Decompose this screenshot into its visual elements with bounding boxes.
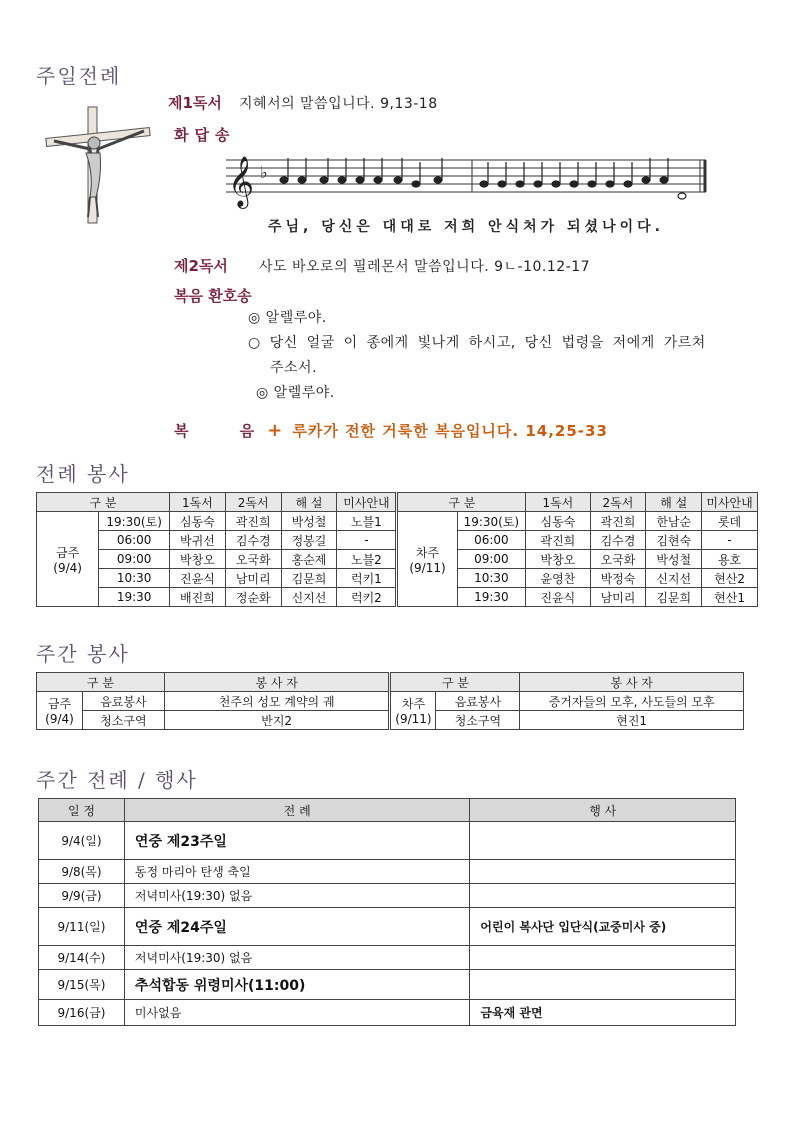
week-date: (9/4) (45, 712, 74, 726)
crucifix-icon (44, 105, 154, 225)
cell: 음료봉사 (436, 692, 520, 711)
date-cell: 9/11(일) (39, 908, 125, 946)
cell: 박성철 (646, 550, 702, 569)
reading2-text: 사도 바오로의 필레몬서 말씀입니다. 9ㄴ-10.12-17 (259, 259, 591, 275)
header-cell: 1독서 (170, 493, 226, 512)
reading1-text: 지혜서의 말씀입니다. 9,13-18 (239, 96, 438, 112)
cell: 남미리 (590, 588, 646, 607)
week-cell-left (37, 692, 83, 730)
cell: 박성철 (281, 512, 337, 531)
liturgy-cell: 연중 제23주일 (124, 822, 469, 860)
week-date: (9/11) (395, 712, 432, 726)
week-date: (9/11) (409, 560, 446, 575)
cell: 신지선 (646, 569, 702, 588)
cell: 음료봉사 (82, 692, 164, 711)
cell: 신지선 (281, 588, 337, 607)
cell: 06:00 (457, 531, 526, 550)
table-row (39, 970, 736, 1000)
cell: 반지2 (164, 711, 390, 730)
header-cell: 1독서 (526, 493, 590, 512)
cell: 한남순 (646, 512, 702, 531)
event-cell (470, 884, 736, 908)
date-cell: 9/15(목) (39, 970, 125, 1000)
cell: 롯데 (702, 512, 758, 531)
acclamation-line3: ◎ 알렐루야. (256, 385, 335, 401)
week-cell-right (397, 512, 457, 607)
cell: 06:00 (99, 531, 170, 550)
cell: 김현숙 (646, 531, 702, 550)
header-cell: 행 사 (470, 799, 736, 822)
week-label: 금주 (47, 697, 72, 711)
event-cell (470, 822, 736, 860)
table-row (39, 946, 736, 970)
table-row (39, 908, 736, 946)
cell: 현산2 (702, 569, 758, 588)
cell: 19:30(토) (457, 512, 526, 531)
cell: 진윤식 (170, 569, 226, 588)
event-cell (470, 860, 736, 884)
psalm-lyrics: 주님, 당신은 대대로 저희 안식처가 되셨나이다. (268, 219, 664, 235)
week-date: (9/4) (53, 560, 82, 575)
cell: 박귀선 (170, 531, 226, 550)
cell: 증거자들의 모후, 사도들의 모후 (520, 692, 744, 711)
cell: 19:30 (457, 588, 526, 607)
liturgy-cell: 저녁미사(19:30) 없음 (124, 946, 469, 970)
cell: 19:30 (99, 588, 170, 607)
gospel-text: 루카가 전한 거룩한 복음입니다. 14,25-33 (292, 422, 608, 440)
week-cell-right (390, 692, 436, 730)
table-row (39, 1000, 736, 1026)
liturgy-cell: 미사없음 (124, 1000, 469, 1026)
cell: 박창오 (170, 550, 226, 569)
cell: 노블1 (337, 512, 397, 531)
table-row (39, 860, 736, 884)
reading2-label: 제2독서 (174, 257, 228, 275)
week-label: 차주 (415, 545, 440, 560)
acclamation-line2: ○ 당신 얼굴 이 종에게 빛나게 하시고, 당신 법령을 저에게 가르쳐 (248, 335, 706, 351)
cell: - (337, 531, 397, 550)
svg-text:♭: ♭ (260, 163, 268, 182)
section-title-schedule: 주간 전례 / 행사 (36, 768, 198, 792)
acclamation-line1: ◎ 알렐루야. (248, 310, 327, 326)
weekly-table (36, 672, 744, 730)
cell: 진윤식 (526, 588, 590, 607)
week-cell-left (37, 512, 99, 607)
cell: 오국화 (225, 550, 281, 569)
cell: 홍순제 (281, 550, 337, 569)
cell: 청소구역 (82, 711, 164, 730)
schedule-header-row (39, 799, 736, 822)
liturgy-cell: 추석합동 위령미사(11:00) (124, 970, 469, 1000)
cell: 남미리 (225, 569, 281, 588)
weekly-header-row (37, 673, 744, 692)
cell: 10:30 (99, 569, 170, 588)
cell: 박정숙 (590, 569, 646, 588)
week-label: 금주 (56, 545, 80, 560)
header-cell: 구 분 (37, 493, 170, 512)
event-cell: 어린이 복사단 입단식(교중미사 중) (470, 908, 736, 946)
header-cell: 봉 사 자 (520, 673, 744, 692)
header-cell: 2독서 (590, 493, 646, 512)
header-cell: 해 설 (281, 493, 337, 512)
cell: 청소구역 (436, 711, 520, 730)
cell: 09:00 (457, 550, 526, 569)
cell: 심동숙 (526, 512, 590, 531)
cell: 현산1 (702, 588, 758, 607)
gospel-label2: 음 (239, 422, 255, 440)
cell: - (702, 531, 758, 550)
cell: 김수경 (590, 531, 646, 550)
header-cell: 미사안내 (702, 493, 758, 512)
cell: 오국화 (590, 550, 646, 569)
service-table (36, 492, 758, 607)
liturgy-cell: 저녁미사(19:30) 없음 (124, 884, 469, 908)
cell: 정순화 (225, 588, 281, 607)
section-title-weekly: 주간 봉사 (36, 642, 130, 666)
cell: 곽진희 (590, 512, 646, 531)
cell: 현진1 (520, 711, 744, 730)
section-title-liturgy: 주일전례 (36, 64, 122, 88)
event-cell: 금육재 관면 (470, 1000, 736, 1026)
acclamation-label: 복음 환호송 (174, 287, 252, 305)
cell: 윤영찬 (526, 569, 590, 588)
cell: 김문희 (281, 569, 337, 588)
cell: 정봉길 (281, 531, 337, 550)
date-cell: 9/8(목) (39, 860, 125, 884)
header-cell: 미사안내 (337, 493, 397, 512)
cell: 박창오 (526, 550, 590, 569)
gospel-label1: 복 (174, 422, 189, 440)
event-cell (470, 946, 736, 970)
reading1-label: 제1독서 (168, 94, 222, 112)
schedule-table (38, 798, 736, 1026)
acclamation-line2b: 주소서. (270, 360, 318, 376)
cell: 곽진희 (526, 531, 590, 550)
header-cell: 2독서 (225, 493, 281, 512)
header-cell: 구 분 (390, 673, 520, 692)
cell: 용호 (702, 550, 758, 569)
header-cell: 해 설 (646, 493, 702, 512)
svg-text:𝄞: 𝄞 (228, 156, 255, 207)
date-cell: 9/16(금) (39, 1000, 125, 1026)
cell: 럭키1 (337, 569, 397, 588)
cell: 김수경 (225, 531, 281, 550)
section-title-service: 전례 봉사 (36, 462, 130, 486)
cell: 19:30(토) (99, 512, 170, 531)
date-cell: 9/14(수) (39, 946, 125, 970)
week-label: 차주 (401, 697, 426, 711)
psalm-label: 화답송 (174, 126, 236, 144)
table-row (37, 512, 758, 531)
event-cell (470, 970, 736, 1000)
liturgy-cell: 연중 제24주일 (124, 908, 469, 946)
header-cell: 구 분 (397, 493, 526, 512)
cell: 노블2 (337, 550, 397, 569)
header-cell: 봉 사 자 (164, 673, 390, 692)
date-cell: 9/9(금) (39, 884, 125, 908)
cell: 09:00 (99, 550, 170, 569)
cell: 심동숙 (170, 512, 226, 531)
service-header-row (37, 493, 758, 512)
header-cell: 전 례 (124, 799, 469, 822)
gospel-cross: + (267, 420, 284, 441)
cell: 배진희 (170, 588, 226, 607)
table-row (39, 884, 736, 908)
liturgy-cell: 동정 마리아 탄생 축일 (124, 860, 469, 884)
header-cell: 구 분 (37, 673, 165, 692)
date-cell: 9/4(일) (39, 822, 125, 860)
music-staff (226, 152, 710, 214)
cell: 10:30 (457, 569, 526, 588)
table-row (37, 692, 744, 711)
cell: 곽진희 (225, 512, 281, 531)
cell: 럭키2 (337, 588, 397, 607)
header-cell: 일 정 (39, 799, 125, 822)
cell: 김문희 (646, 588, 702, 607)
cell: 천주의 성모 계약의 궤 (164, 692, 390, 711)
table-row (39, 822, 736, 860)
